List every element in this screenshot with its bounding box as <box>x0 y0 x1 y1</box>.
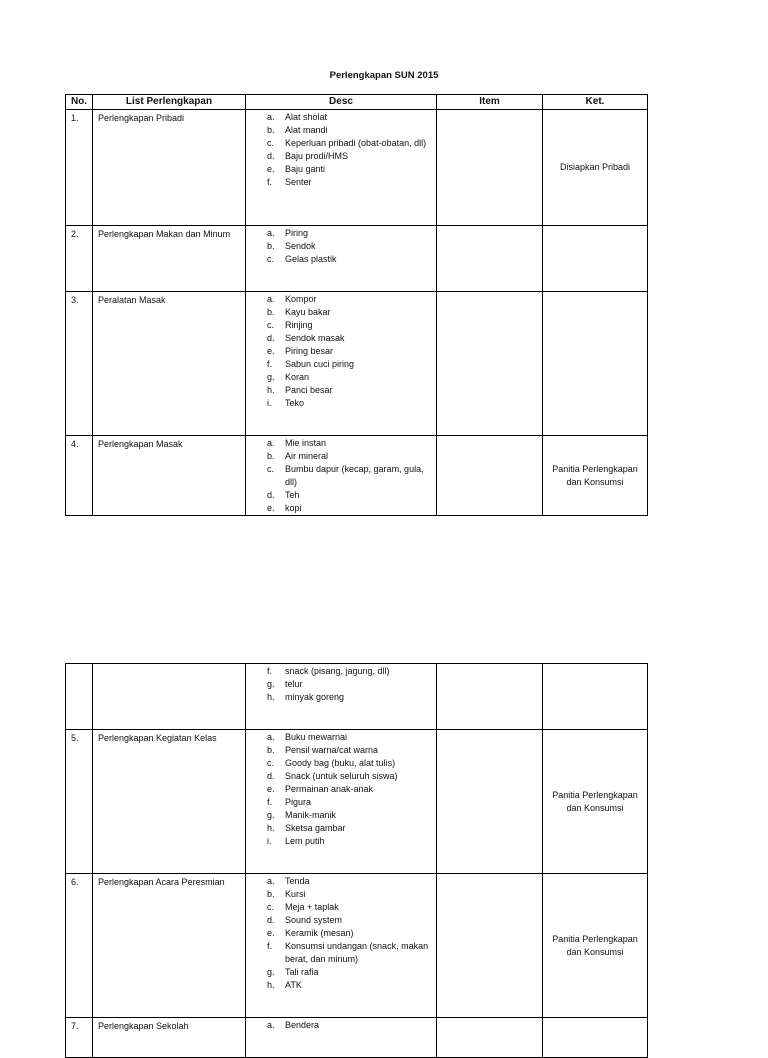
table-row <box>66 226 648 292</box>
list-marker: a. <box>267 438 275 448</box>
list-marker: h. <box>267 692 275 702</box>
desc-list-item <box>246 150 436 163</box>
item-cell <box>437 110 543 226</box>
list-item-text: Meja + taplak <box>285 902 339 912</box>
list-marker: f. <box>267 177 273 187</box>
list-marker: a. <box>267 294 275 304</box>
ket-cell: Panitia Perlengkapan dan Konsumsi <box>543 730 648 874</box>
desc-list-item <box>246 463 436 489</box>
row-number <box>66 664 92 666</box>
desc-list-item <box>246 757 436 770</box>
list-item-text: Piring <box>285 228 309 238</box>
table-row <box>66 110 648 226</box>
table-row <box>66 292 648 436</box>
table-row <box>66 436 648 516</box>
list-item-text: Manik-manik <box>285 810 337 820</box>
desc-list-item <box>246 371 436 384</box>
desc-list-item <box>246 966 436 979</box>
list-item-text: Baju ganti <box>285 164 326 174</box>
item-cell <box>437 874 543 1018</box>
desc-list-item <box>246 796 436 809</box>
list-marker: a. <box>267 112 275 122</box>
list-marker: e. <box>267 928 275 938</box>
list-marker: c. <box>267 320 275 330</box>
desc-list-item <box>246 489 436 502</box>
list-marker: i. <box>267 836 272 846</box>
list-marker: e. <box>267 164 275 174</box>
desc-list-item <box>246 345 436 358</box>
list-item-text: ATK <box>285 980 302 990</box>
desc-list-item <box>246 979 436 992</box>
equipment-table-part-1 <box>65 94 647 516</box>
list-marker: f. <box>267 666 273 676</box>
list-marker: g. <box>267 679 275 689</box>
list-item-text: Goody bag (buku, alat tulis) <box>285 758 396 768</box>
desc-list-item <box>246 783 436 796</box>
list-marker: d. <box>267 333 275 343</box>
list-item-text: Bendera <box>285 1020 320 1030</box>
list-item-text: minyak goreng <box>285 692 345 702</box>
desc-list-item <box>246 665 436 678</box>
equipment-category: Perlengkapan Makan dan Minum <box>98 229 231 239</box>
desc-list-item <box>246 227 436 240</box>
list-marker: c. <box>267 254 275 264</box>
list-item-text: Alat sholat <box>285 112 328 122</box>
list-item-text: Bumbu dapur (kecap, garam, gula, dll) <box>285 464 424 487</box>
ket-cell <box>543 226 648 292</box>
desc-list-item <box>246 306 436 319</box>
list-marker: b. <box>267 451 275 461</box>
desc-list-item <box>246 319 436 332</box>
list-marker: f. <box>267 797 273 807</box>
desc-list-item <box>246 358 436 371</box>
desc-list-item <box>246 940 436 966</box>
list-marker: f. <box>267 359 273 369</box>
desc-list-item <box>246 397 436 410</box>
list-item-text: kopi <box>285 503 302 513</box>
item-cell <box>437 226 543 292</box>
row-number: 5. <box>71 733 79 743</box>
desc-list-item <box>246 875 436 888</box>
desc-list-item <box>246 691 436 704</box>
header-ket: Ket. <box>543 95 648 110</box>
desc-list <box>246 226 436 266</box>
table-row <box>66 664 648 730</box>
row-number: 3. <box>71 295 79 305</box>
desc-list-item <box>246 502 436 515</box>
list-item-text: Teh <box>285 490 300 500</box>
desc-list-item <box>246 809 436 822</box>
desc-list <box>246 874 436 992</box>
list-marker: b. <box>267 307 275 317</box>
row-number: 6. <box>71 877 79 887</box>
list-item-text: Sabun cuci piring <box>285 359 355 369</box>
row-number: 1. <box>71 113 79 123</box>
desc-list <box>246 730 436 848</box>
list-marker: e. <box>267 346 275 356</box>
desc-list-item <box>246 332 436 345</box>
item-cell <box>437 730 543 874</box>
equipment-category <box>93 664 245 666</box>
desc-list-item <box>246 731 436 744</box>
list-item-text: Koran <box>285 372 310 382</box>
row-number: 7. <box>71 1021 79 1031</box>
ket-cell <box>543 292 648 436</box>
list-item-text: Tenda <box>285 876 310 886</box>
list-item-text: Rinjing <box>285 320 313 330</box>
list-item-text: Buku mewarnai <box>285 732 348 742</box>
desc-list-item <box>246 822 436 835</box>
list-item-text: Pigura <box>285 797 312 807</box>
desc-list-item <box>246 240 436 253</box>
list-item-text: Baju prodi/HMS <box>285 151 349 161</box>
desc-list-item <box>246 901 436 914</box>
desc-list <box>246 436 436 515</box>
list-item-text: snack (pisang, jagung, dll) <box>285 666 390 676</box>
desc-list-item <box>246 253 436 266</box>
list-marker: b. <box>267 241 275 251</box>
desc-list-item <box>246 744 436 757</box>
list-item-text: Pensil warna/cat warna <box>285 745 379 755</box>
desc-list-item <box>246 770 436 783</box>
list-item-text: Gelas plastik <box>285 254 337 264</box>
desc-list-item <box>246 384 436 397</box>
list-marker: f. <box>267 941 273 951</box>
desc-list <box>246 664 436 704</box>
list-item-text: Kayu bakar <box>285 307 331 317</box>
list-item-text: Tali rafia <box>285 967 319 977</box>
list-item-text: Mie instan <box>285 438 327 448</box>
desc-list-item <box>246 437 436 450</box>
list-marker: g. <box>267 372 275 382</box>
list-item-text: Sendok <box>285 241 316 251</box>
equipment-category: Perlengkapan Acara Peresmian <box>98 877 225 887</box>
desc-list-item <box>246 137 436 150</box>
list-marker: e. <box>267 784 275 794</box>
equipment-category: Perlengkapan Masak <box>98 439 183 449</box>
list-marker: b. <box>267 745 275 755</box>
list-item-text: Senter <box>285 177 312 187</box>
list-marker: d. <box>267 771 275 781</box>
list-marker: g. <box>267 967 275 977</box>
list-marker: d. <box>267 490 275 500</box>
equipment-category: Peralatan Masak <box>98 295 166 305</box>
list-item-text: Kompor <box>285 294 317 304</box>
desc-list-item <box>246 163 436 176</box>
list-marker: c. <box>267 464 275 474</box>
list-marker: a. <box>267 1020 275 1030</box>
document-title: Perlengkapan SUN 2015 <box>329 70 439 81</box>
list-item-text: Sketsa gambar <box>285 823 346 833</box>
ket-cell: Panitia Perlengkapan dan Konsumsi <box>543 436 648 516</box>
desc-list-item <box>246 914 436 927</box>
header-list: List Perlengkapan <box>93 95 246 110</box>
ket-cell: Panitia Perlengkapan dan Konsumsi <box>543 874 648 1018</box>
list-item-text: telur <box>285 679 303 689</box>
desc-list-item <box>246 293 436 306</box>
list-marker: d. <box>267 151 275 161</box>
desc-list-item <box>246 176 436 189</box>
list-item-text: Lem putih <box>285 836 325 846</box>
desc-list-item <box>246 450 436 463</box>
list-item-text: Alat mandi <box>285 125 328 135</box>
list-marker: i. <box>267 398 272 408</box>
desc-list-item <box>246 927 436 940</box>
list-marker: h. <box>267 385 275 395</box>
row-number: 2. <box>71 229 79 239</box>
list-marker: b. <box>267 125 275 135</box>
list-marker: a. <box>267 732 275 742</box>
header-desc: Desc <box>246 95 437 110</box>
desc-list-item <box>246 124 436 137</box>
list-item-text: Panci besar <box>285 385 333 395</box>
table-row <box>66 730 648 874</box>
list-item-text: Konsumsi undangan (snack, makan berat, dan minum) <box>285 941 429 964</box>
table-row <box>66 874 648 1018</box>
desc-list-item <box>246 835 436 848</box>
table-header-row <box>66 95 648 110</box>
equipment-category: Perlengkapan Pribadi <box>98 113 185 123</box>
list-marker: g. <box>267 810 275 820</box>
list-marker: a. <box>267 228 275 238</box>
list-item-text: Keperluan pribadi (obat-obatan, dll) <box>285 138 427 148</box>
list-marker: c. <box>267 758 275 768</box>
list-marker: b. <box>267 889 275 899</box>
list-item-text: Permainan anak-anak <box>285 784 374 794</box>
equipment-category: Perlengkapan Sekolah <box>98 1021 189 1031</box>
desc-list-item <box>246 111 436 124</box>
desc-list <box>246 1018 436 1032</box>
ket-cell: Disiapkan Pribadi <box>543 110 648 226</box>
item-cell <box>437 664 543 730</box>
equipment-table-part-2 <box>65 663 647 1058</box>
equipment-category: Perlengkapan Kegiatan Kelas <box>98 733 217 743</box>
list-marker: h. <box>267 980 275 990</box>
desc-list-item <box>246 678 436 691</box>
list-marker: e. <box>267 503 275 513</box>
item-cell <box>437 292 543 436</box>
list-marker: c. <box>267 138 275 148</box>
list-marker: h. <box>267 823 275 833</box>
header-no: No. <box>66 95 93 110</box>
list-item-text: Piring besar <box>285 346 334 356</box>
list-item-text: Teko <box>285 398 305 408</box>
list-item-text: Sendok masak <box>285 333 345 343</box>
list-marker: a. <box>267 876 275 886</box>
desc-list <box>246 292 436 410</box>
list-item-text: Snack (untuk seluruh siswa) <box>285 771 398 781</box>
list-marker: c. <box>267 902 275 912</box>
list-item-text: Keramik (mesan) <box>285 928 354 938</box>
list-marker: d. <box>267 915 275 925</box>
list-item-text: Sound system <box>285 915 343 925</box>
desc-list-item <box>246 1019 436 1032</box>
row-number: 4. <box>71 439 79 449</box>
list-item-text: Air mineral <box>285 451 329 461</box>
desc-list <box>246 110 436 189</box>
ket-cell <box>543 664 648 730</box>
item-cell <box>437 436 543 516</box>
list-item-text: Kursi <box>285 889 306 899</box>
header-item: Item <box>437 95 543 110</box>
desc-list-item <box>246 888 436 901</box>
